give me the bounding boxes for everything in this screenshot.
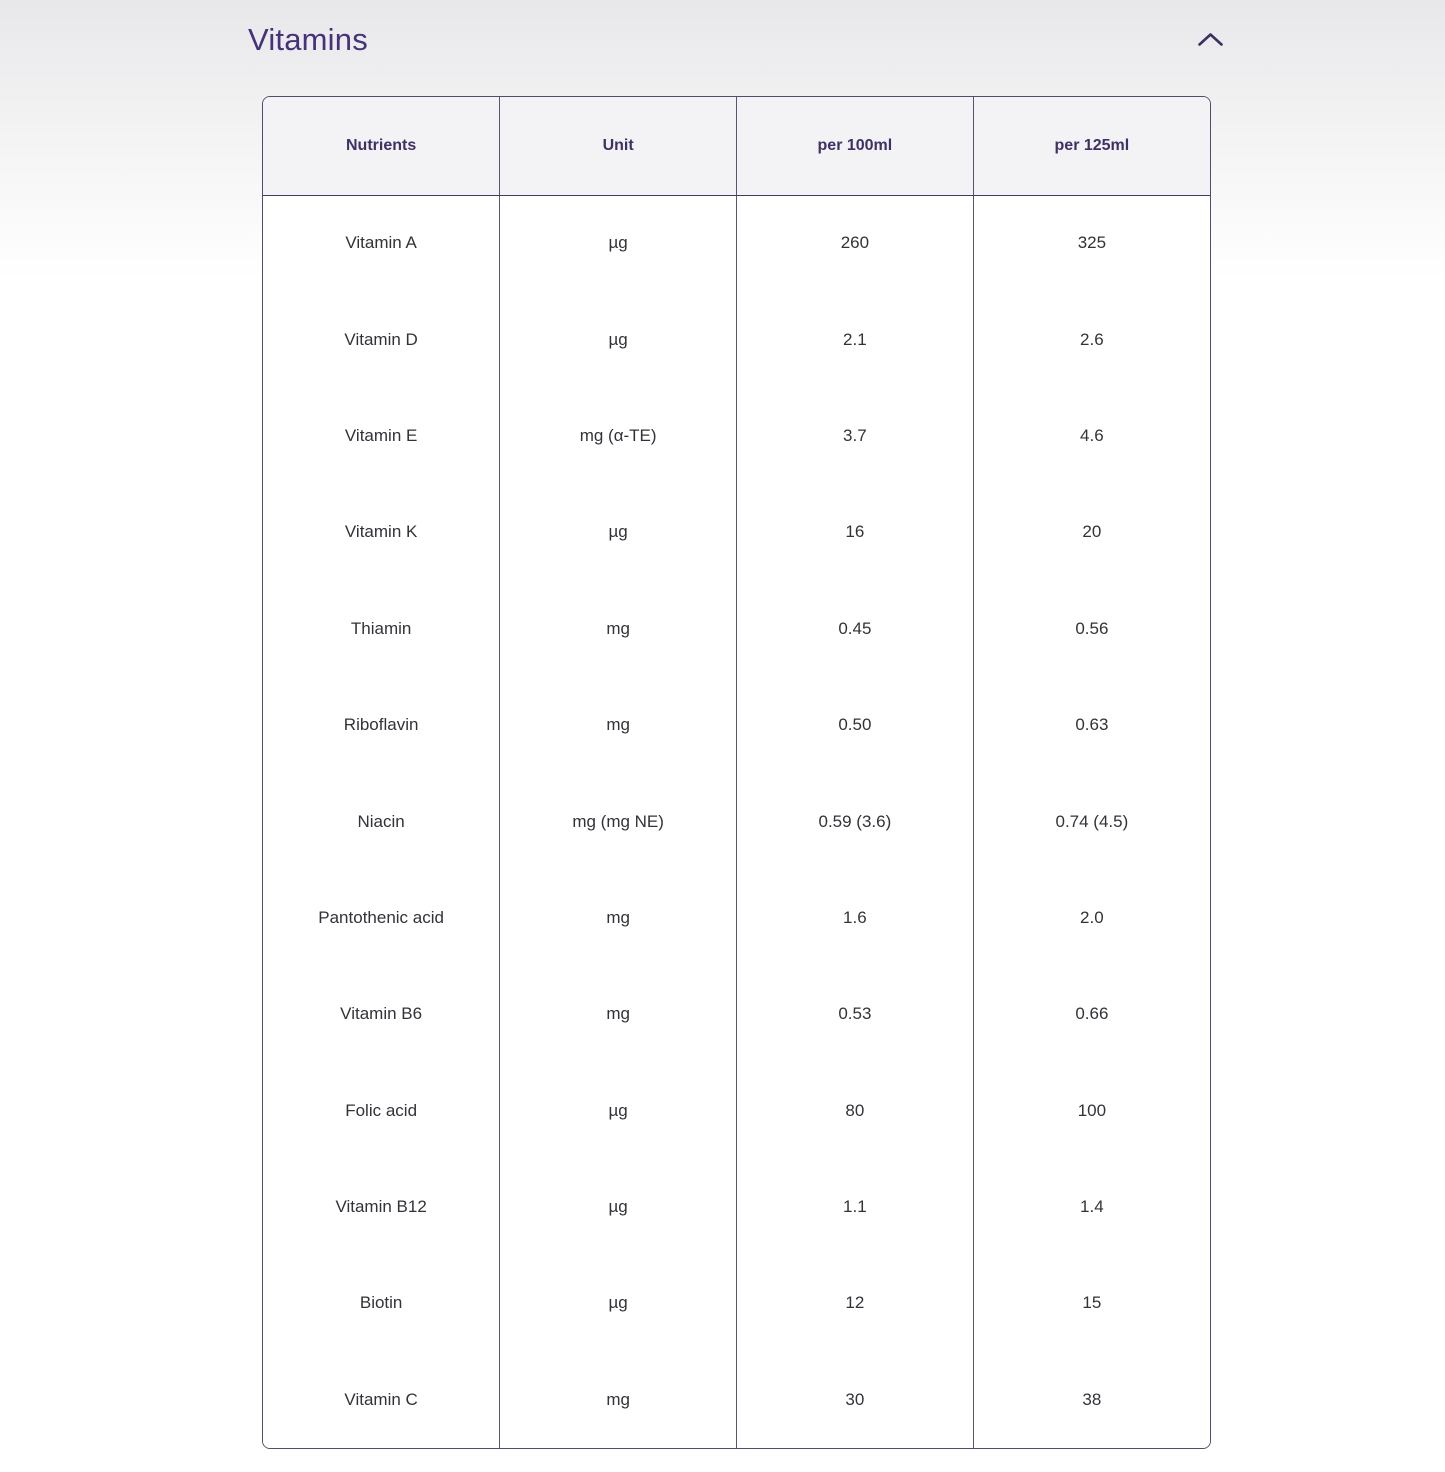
cell-per-100ml: 3.7 xyxy=(737,388,974,484)
table-row xyxy=(263,870,1210,966)
table-header-row xyxy=(263,97,1210,195)
cell-nutrient: Biotin xyxy=(263,1255,500,1351)
vitamins-table xyxy=(262,96,1211,1449)
cell-nutrient: Vitamin A xyxy=(263,195,500,291)
cell-unit: mg xyxy=(500,1352,737,1448)
table-row xyxy=(263,1159,1210,1255)
cell-per-125ml: 38 xyxy=(973,1352,1210,1448)
cell-per-100ml: 260 xyxy=(737,195,974,291)
cell-per-100ml: 30 xyxy=(737,1352,974,1448)
cell-per-125ml: 15 xyxy=(973,1255,1210,1351)
table-row xyxy=(263,1255,1210,1351)
cell-per-100ml: 0.53 xyxy=(737,966,974,1062)
cell-nutrient: Pantothenic acid xyxy=(263,870,500,966)
cell-per-100ml: 0.45 xyxy=(737,581,974,677)
table-row xyxy=(263,581,1210,677)
cell-per-100ml: 0.50 xyxy=(737,677,974,773)
cell-per-125ml: 0.56 xyxy=(973,581,1210,677)
table-row xyxy=(263,1063,1210,1159)
table-row xyxy=(263,388,1210,484)
cell-nutrient: Niacin xyxy=(263,773,500,869)
column-header-unit: Unit xyxy=(500,97,737,195)
cell-nutrient: Folic acid xyxy=(263,1063,500,1159)
cell-unit: mg xyxy=(500,870,737,966)
column-header-nutrients: Nutrients xyxy=(263,97,500,195)
column-header-per-125ml: per 125ml xyxy=(973,97,1210,195)
cell-per-100ml: 1.1 xyxy=(737,1159,974,1255)
chevron-up-icon xyxy=(1197,35,1224,50)
cell-unit: µg xyxy=(500,1063,737,1159)
cell-per-100ml: 12 xyxy=(737,1255,974,1351)
cell-per-100ml: 0.59 (3.6) xyxy=(737,773,974,869)
page-title: Vitamins xyxy=(248,22,368,57)
cell-per-100ml: 16 xyxy=(737,484,974,580)
table-row xyxy=(263,484,1210,580)
cell-nutrient: Vitamin B6 xyxy=(263,966,500,1062)
cell-per-125ml: 100 xyxy=(973,1063,1210,1159)
cell-per-125ml: 20 xyxy=(973,484,1210,580)
cell-unit: µg xyxy=(500,195,737,291)
collapse-section-button[interactable] xyxy=(1191,26,1230,56)
cell-unit: mg (α-TE) xyxy=(500,388,737,484)
vitamins-section-header xyxy=(248,22,1230,58)
cell-nutrient: Riboflavin xyxy=(263,677,500,773)
cell-per-100ml: 1.6 xyxy=(737,870,974,966)
cell-per-125ml: 0.74 (4.5) xyxy=(973,773,1210,869)
cell-per-125ml: 1.4 xyxy=(973,1159,1210,1255)
cell-per-100ml: 80 xyxy=(737,1063,974,1159)
cell-per-100ml: 2.1 xyxy=(737,291,974,387)
cell-nutrient: Vitamin E xyxy=(263,388,500,484)
cell-per-125ml: 0.63 xyxy=(973,677,1210,773)
cell-per-125ml: 2.6 xyxy=(973,291,1210,387)
cell-unit: mg (mg NE) xyxy=(500,773,737,869)
cell-unit: µg xyxy=(500,484,737,580)
cell-unit: µg xyxy=(500,1255,737,1351)
table-row xyxy=(263,966,1210,1062)
cell-unit: mg xyxy=(500,677,737,773)
table-row xyxy=(263,195,1210,291)
cell-nutrient: Vitamin K xyxy=(263,484,500,580)
table-row xyxy=(263,677,1210,773)
cell-per-125ml: 325 xyxy=(973,195,1210,291)
table-row xyxy=(263,773,1210,869)
cell-nutrient: Vitamin C xyxy=(263,1352,500,1448)
column-header-per-100ml: per 100ml xyxy=(737,97,974,195)
cell-nutrient: Vitamin B12 xyxy=(263,1159,500,1255)
table-row xyxy=(263,291,1210,387)
table-row xyxy=(263,1352,1210,1448)
cell-unit: µg xyxy=(500,1159,737,1255)
cell-nutrient: Thiamin xyxy=(263,581,500,677)
cell-unit: µg xyxy=(500,291,737,387)
cell-unit: mg xyxy=(500,581,737,677)
cell-per-125ml: 4.6 xyxy=(973,388,1210,484)
cell-per-125ml: 2.0 xyxy=(973,870,1210,966)
cell-per-125ml: 0.66 xyxy=(973,966,1210,1062)
cell-nutrient: Vitamin D xyxy=(263,291,500,387)
cell-unit: mg xyxy=(500,966,737,1062)
